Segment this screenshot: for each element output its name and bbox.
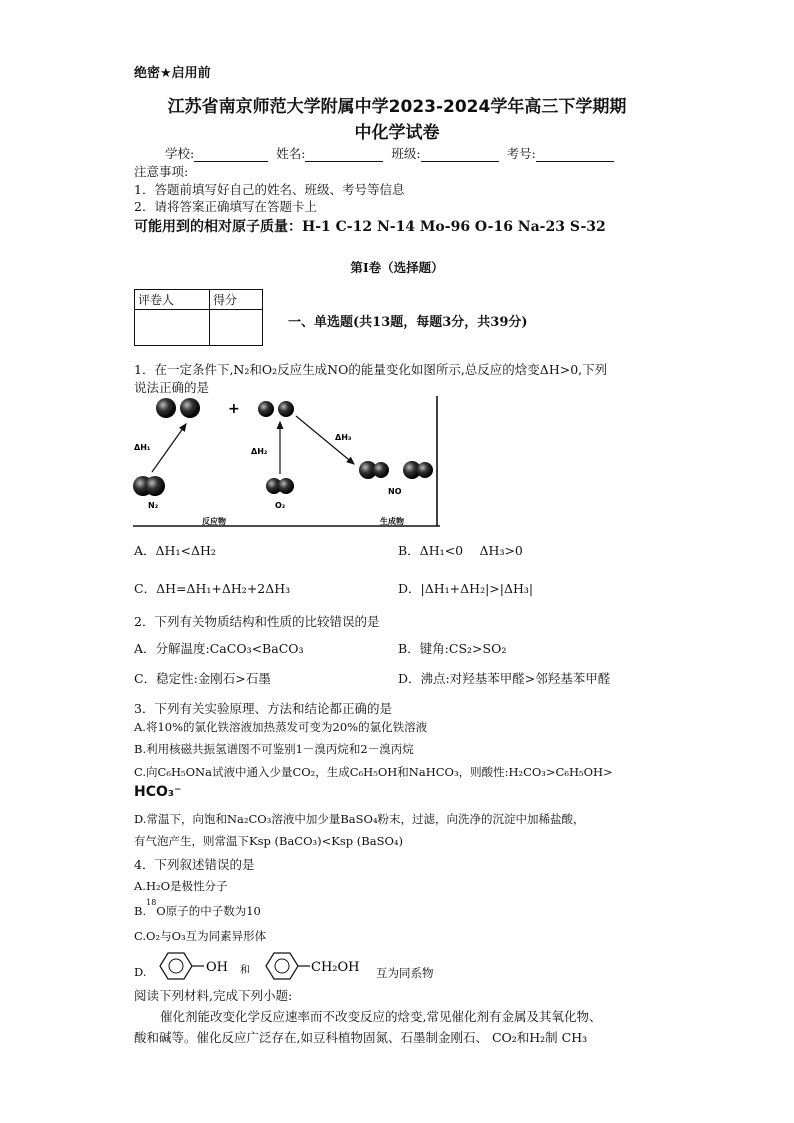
part-title: 第I卷（选择题）	[350, 260, 444, 275]
q1-option-b[interactable]: B．ΔH₁<0 ΔH₃>0	[398, 543, 523, 558]
no-molecule-1-icon	[359, 461, 389, 479]
exam-title-line2: 中化学试卷	[354, 123, 440, 143]
q2-stem: 2．下列有关物质结构和性质的比较错误的是	[134, 614, 380, 629]
q2-option-c[interactable]: C．稳定性:金刚石>石墨	[134, 671, 271, 686]
name-label: 姓名:	[276, 146, 306, 161]
benzyl-ch2oh-label: CH₂OH	[311, 960, 360, 975]
q4-stem: 4．下列叙述错误的是	[134, 857, 255, 872]
products-label: 生成物	[380, 517, 404, 526]
dh2-label: ΔH₂	[251, 447, 268, 456]
isotope-mass-number: 18	[146, 898, 157, 907]
reactants-label: 反应物	[202, 517, 226, 526]
q3-option-d-line1[interactable]: D.常温下，向饱和Na₂CO₃溶液中加少量BaSO₄粉末，过滤，向洗净的沉淀中加稀盐酸，	[134, 812, 585, 826]
q3-option-b[interactable]: B.利用核磁共振氢谱图不可鉴别1－溴丙烷和2－溴丙烷	[134, 742, 414, 756]
q2-option-b[interactable]: B．键角:CS₂>SO₂	[398, 641, 507, 656]
confidential-mark: 绝密★启用前	[134, 66, 211, 81]
q4-option-b-text: O原子的中子数为10	[156, 904, 261, 918]
note-item-2: 2．请将答案正确填写在答题卡上	[134, 199, 317, 214]
no-label: NO	[388, 487, 402, 496]
n2-label: N₂	[148, 501, 159, 510]
n2-molecule-icon	[133, 476, 165, 496]
q4-option-b-prefix: B.	[134, 904, 147, 918]
q4-option-d-and: 和	[240, 965, 250, 976]
q2-option-a[interactable]: A．分解温度:CaCO₃<BaCO₃	[134, 641, 304, 656]
dh3-label: ΔH₃	[335, 433, 352, 442]
q4-option-d-structures	[150, 949, 390, 983]
reading-paragraph-line2: 酸和碱等。催化反应广泛存在,如豆科植物固氮、石墨制金刚石、 CO₂和H₂制 CH₃	[134, 1030, 588, 1045]
q1-option-c[interactable]: C．ΔH=ΔH₁+ΔH₂+2ΔH₃	[134, 581, 291, 596]
n-atoms-top-icon	[156, 398, 200, 418]
q4-option-b[interactable]	[134, 898, 261, 919]
grader-header: 评卷人	[135, 290, 210, 310]
q3-option-a[interactable]: A.将10%的氯化铁溶液加热蒸发可变为20%的氯化铁溶液	[134, 720, 428, 734]
o2-label: O₂	[275, 501, 286, 510]
q3-stem: 3．下列有关实验原理、方法和结论都正确的是	[134, 701, 392, 716]
exam-title-line1: 江苏省南京师范大学附属中学2023-2024学年高三下学期期	[167, 97, 627, 117]
q1-stem-line1: 1．在一定条件下,N₂和O₂反应生成NO的能量变化如图所示,总反应的焓变ΔH>0,下列	[134, 362, 608, 377]
class-blank[interactable]	[421, 148, 499, 162]
o-atoms-top-icon	[258, 401, 294, 417]
phenol-oh-label: OH	[206, 960, 228, 975]
exam-no-label: 考号:	[506, 146, 536, 161]
q1-stem-line2: 说法正确的是	[134, 380, 210, 395]
student-info-row	[165, 144, 618, 162]
score-table	[134, 289, 263, 346]
dh1-label: ΔH₁	[134, 443, 151, 452]
q2-option-d[interactable]: D．沸点:对羟基苯甲醛>邻羟基苯甲醛	[398, 671, 611, 686]
score-cell[interactable]	[210, 310, 263, 346]
class-label: 班级:	[391, 146, 421, 161]
q4-option-d-suffix: 互为同系物	[376, 966, 434, 980]
school-label: 学校:	[165, 146, 195, 161]
q1-option-a[interactable]: A．ΔH₁<ΔH₂	[134, 543, 216, 558]
reading-paragraph-line1: 催化剂能改变化学反应速率而不改变反应的焓变,常见催化剂有金属及其氧化物、	[160, 1009, 602, 1024]
note-item-1: 1．答题前填写好自己的姓名、班级、考号等信息	[134, 182, 405, 197]
school-blank[interactable]	[194, 148, 268, 162]
q4-option-c[interactable]: C.O₂与O₃互为同素异形体	[134, 929, 267, 943]
q3-option-d-line2: 有气泡产生，则常温下Ksp (BaCO₃)<Ksp (BaSO₄)	[134, 834, 403, 848]
q4-option-d-prefix[interactable]: D.	[134, 965, 147, 979]
q3-option-c[interactable]: C.向C₆H₅ONa试液中通入少量CO₂，生成C₆H₅OH和NaHCO₃，则酸性:H₂CO₃>C₆H₅OH>	[134, 765, 613, 779]
name-blank[interactable]	[305, 148, 383, 162]
section-heading: 一、单选题(共13题，每题3分，共39分)	[288, 315, 528, 330]
plus-sign: +	[228, 401, 240, 417]
o2-molecule-icon	[266, 478, 294, 494]
score-header: 得分	[210, 290, 263, 310]
notes-heading: 注意事项:	[134, 164, 189, 179]
atomic-masses: 可能用到的相对原子质量：H-1 C-12 N-14 Mo-96 O-16 Na-23 S-32	[134, 219, 606, 235]
grader-cell[interactable]	[135, 310, 210, 346]
phenol-structure-icon	[160, 953, 228, 979]
exam-no-blank[interactable]	[536, 148, 614, 162]
no-molecule-2-icon	[403, 461, 433, 479]
energy-diagram	[130, 394, 442, 534]
q1-option-d[interactable]: D．|ΔH₁+ΔH₂|>|ΔH₃|	[398, 581, 534, 596]
q3-option-c-bicarbonate: HCO₃⁻	[134, 784, 182, 800]
reading-intro: 阅读下列材料,完成下列小题:	[134, 988, 293, 1003]
q4-option-a[interactable]: A.H₂O是极性分子	[134, 879, 228, 893]
dh1-arrow	[152, 424, 186, 472]
benzyl-alcohol-structure-icon	[266, 953, 360, 979]
